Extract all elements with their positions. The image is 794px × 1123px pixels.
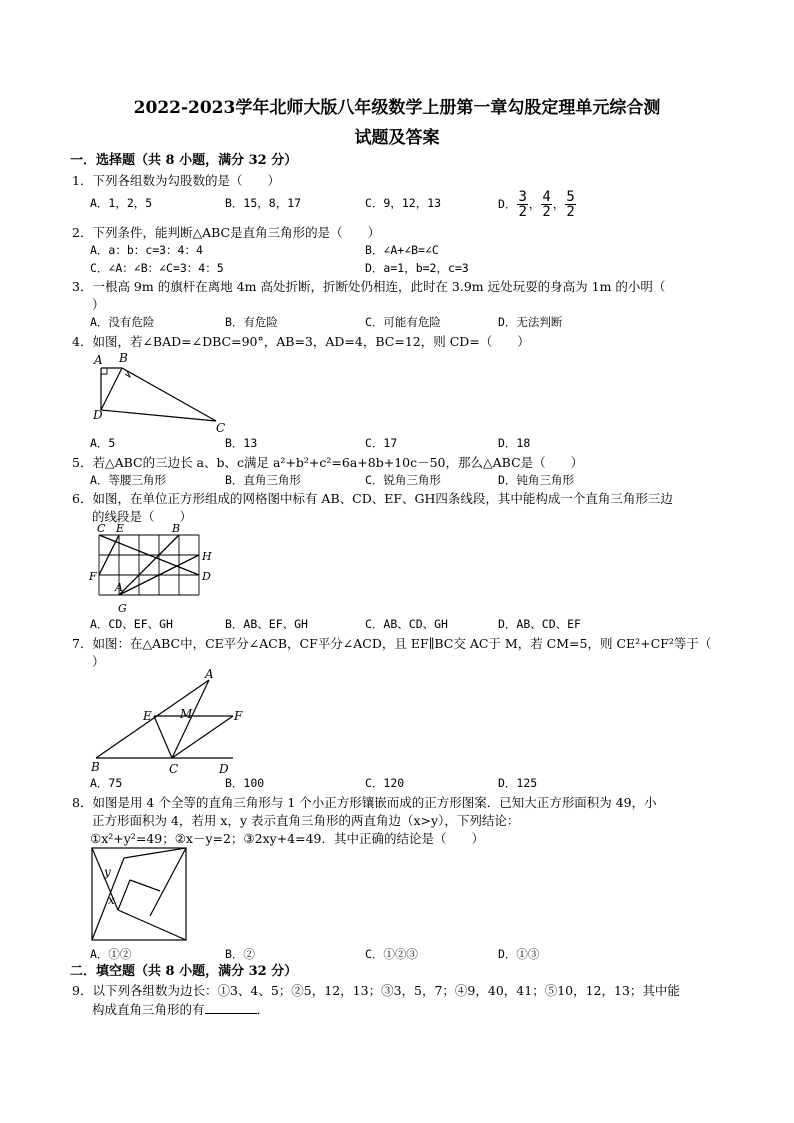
q3-option-c: C．可能有危险 xyxy=(365,315,441,329)
q7-option-a: A．75 xyxy=(90,776,123,790)
q2-option-d: D．a=1，b=2，c=3 xyxy=(365,261,469,275)
q6-stem-line1: 6．如图，在单位正方形组成的网格图中标有 AB、CD、EF、GH四条线段，其中能构成一个直角三角形三边 xyxy=(72,491,673,506)
q5-stem: 5．若△ABC的三边长 a、b、c满足 a²+b²+c²=6a+8b+10c－50，那么△ABC是（ ） xyxy=(72,455,584,470)
q1-option-d-prefix: D． xyxy=(498,196,517,211)
q3-option-b: B．有危险 xyxy=(225,315,278,329)
q4-option-a: A．5 xyxy=(90,436,116,450)
q2-stem: 2．下列条件，能判断△ABC是直角三角形的是（ ） xyxy=(72,225,381,240)
q6-option-c: C．AB、CD、GH xyxy=(365,617,448,631)
q8-stem-line3: ①x²+y²=49；②x－y=2；③2xy+4=49．其中正确的结论是（ ） xyxy=(90,831,485,846)
q7-label-m: M xyxy=(180,707,193,721)
q1-frac-1-den: 2 xyxy=(518,204,527,220)
page-title-line2: 试题及答案 xyxy=(354,128,440,148)
q5-option-a: A．等腰三角形 xyxy=(90,473,166,487)
q4-figure xyxy=(88,350,238,432)
q7-label-b: B xyxy=(91,760,100,774)
q6-option-d: D．AB、CD、EF xyxy=(498,617,581,631)
q7-stem-line1: 7．如图：在△ABC中，CE平分∠ACB，CF平分∠ACD，且 EF∥BC交 AC于 M，若 CM=5，则 CE²+CF²等于（ xyxy=(72,636,712,651)
q6-label-c: C xyxy=(97,522,106,535)
q9-stem-suffix: ． xyxy=(256,1002,270,1017)
q4-label-c: C xyxy=(216,421,226,432)
q8-label-y: y xyxy=(104,865,111,879)
q3-option-d: D．无法判断 xyxy=(498,315,563,329)
q9-stem-prefix: 构成直角三角形的有 xyxy=(92,1002,205,1017)
q5-option-d: D．钝角三角形 xyxy=(498,473,574,487)
q7-label-f: F xyxy=(234,709,243,723)
q6-label-h: H xyxy=(202,550,212,563)
q6-grid-figure xyxy=(88,522,218,616)
q6-label-a: A xyxy=(115,581,123,594)
q6-label-b: B xyxy=(172,522,181,535)
q9-stem-line2 xyxy=(92,1001,269,1017)
q1-frac-1-num: 3 xyxy=(518,189,527,205)
q1-frac-3-den: 2 xyxy=(566,204,575,220)
q1-option-a: A．1，2，5 xyxy=(90,196,153,210)
q5-option-b: B．直角三角形 xyxy=(225,473,301,487)
q7-option-d: D．125 xyxy=(498,776,538,790)
q6-stem-line2: 的线段是（ ） xyxy=(92,509,193,524)
q1-frac-3 xyxy=(565,190,575,219)
q7-label-d: D xyxy=(219,762,229,776)
q9-stem-line1: 9．以下列各组数为边长：①3、4、5；②5，12，13；③3，5，7；④9，40，41；⑤10，12，13；其中能 xyxy=(72,983,680,998)
q1-stem: 1．下列各组数为勾股数的是（ ） xyxy=(72,173,280,188)
q4-stem: 4．如图，若∠BAD=∠DBC=90°，AB=3，AD=4，BC=12，则 CD=（ ） xyxy=(72,334,530,349)
q7-label-e: E xyxy=(143,709,152,723)
q7-label-a: A xyxy=(205,667,214,681)
q4-option-c: C．17 xyxy=(365,436,398,450)
q7-option-b: B．100 xyxy=(225,776,265,790)
q8-label-x: x xyxy=(108,893,115,907)
q8-square-figure xyxy=(90,846,190,942)
q8-option-c: C．①②③ xyxy=(365,947,418,961)
q3-option-a: A．没有危险 xyxy=(90,315,155,329)
q2-option-a: A．a：b：c=3：4：4 xyxy=(90,243,203,257)
q8-stem-line1: 8．如图是用 4 个全等的直角三角形与 1 个小正方形镶嵌而成的正方形图案．已知大正方形面积为 49，小 xyxy=(72,795,657,810)
q4-label-b: B xyxy=(119,351,128,365)
q2-option-c: C．∠A：∠B：∠C=3：4：5 xyxy=(90,261,224,275)
q6-label-d: D xyxy=(202,570,211,583)
q3-stem-line1: 3．一根高 9m 的旗杆在离地 4m 高处折断，折断处仍相连，此时在 3.9m 远处玩耍的身高为 1m 的小明（ xyxy=(72,279,666,294)
q7-label-c: C xyxy=(169,762,179,776)
q8-option-d: D．①③ xyxy=(498,947,540,961)
q1-option-b: B．15，8，17 xyxy=(225,196,302,210)
q6-option-a: A．CD、EF、GH xyxy=(90,617,173,631)
q3-stem-line2: ） xyxy=(92,297,105,312)
q1-frac-2 xyxy=(541,190,551,219)
q1-option-c: C．9，12，13 xyxy=(365,196,442,210)
q4-label-a: A xyxy=(94,353,103,367)
q6-option-b: B．AB、EF、GH xyxy=(225,617,308,631)
q7-option-c: C．120 xyxy=(365,776,405,790)
q4-option-d: D．18 xyxy=(498,436,531,450)
q4-label-d: D xyxy=(93,408,103,422)
q8-stem-line2: 正方形面积为 4，若用 x，y 表示直角三角形的两直角边（x>y），下列结论： xyxy=(92,813,520,828)
q7-triangle-figure xyxy=(88,666,248,778)
q1-option-d: D． $\frac{3}{2}$ ， $\frac{4}{2}$ ， $\frac{5}{2}$ xyxy=(498,189,575,220)
q6-label-f: F xyxy=(89,570,97,583)
q4-option-b: B．13 xyxy=(225,436,258,450)
q7-stem-line2: ） xyxy=(92,654,105,669)
section-heading-choice: 一．选择题（共 8 小题，满分 32 分） xyxy=(70,153,298,168)
q2-option-b: B．∠A+∠B=∠C xyxy=(365,243,439,257)
q8-option-a: A．①② xyxy=(90,947,132,961)
q5-option-c: C．锐角三角形 xyxy=(365,473,441,487)
q8-option-b: B．② xyxy=(225,947,255,961)
q6-label-g: G xyxy=(118,602,127,615)
q9-answer-blank[interactable] xyxy=(205,1001,257,1014)
page-title-line1: 2022-2023学年北师大版八年级数学上册第一章勾股定理单元综合测 xyxy=(133,98,661,118)
q1-frac-3-num: 5 xyxy=(566,189,575,205)
q6-label-e: E xyxy=(116,522,125,535)
q1-frac-1 xyxy=(517,190,527,219)
q1-frac-2-num: 4 xyxy=(542,189,551,205)
section-heading-fill: 二．填空题（共 8 小题，满分 32 分） xyxy=(70,964,298,979)
q1-frac-2-den: 2 xyxy=(542,204,551,220)
